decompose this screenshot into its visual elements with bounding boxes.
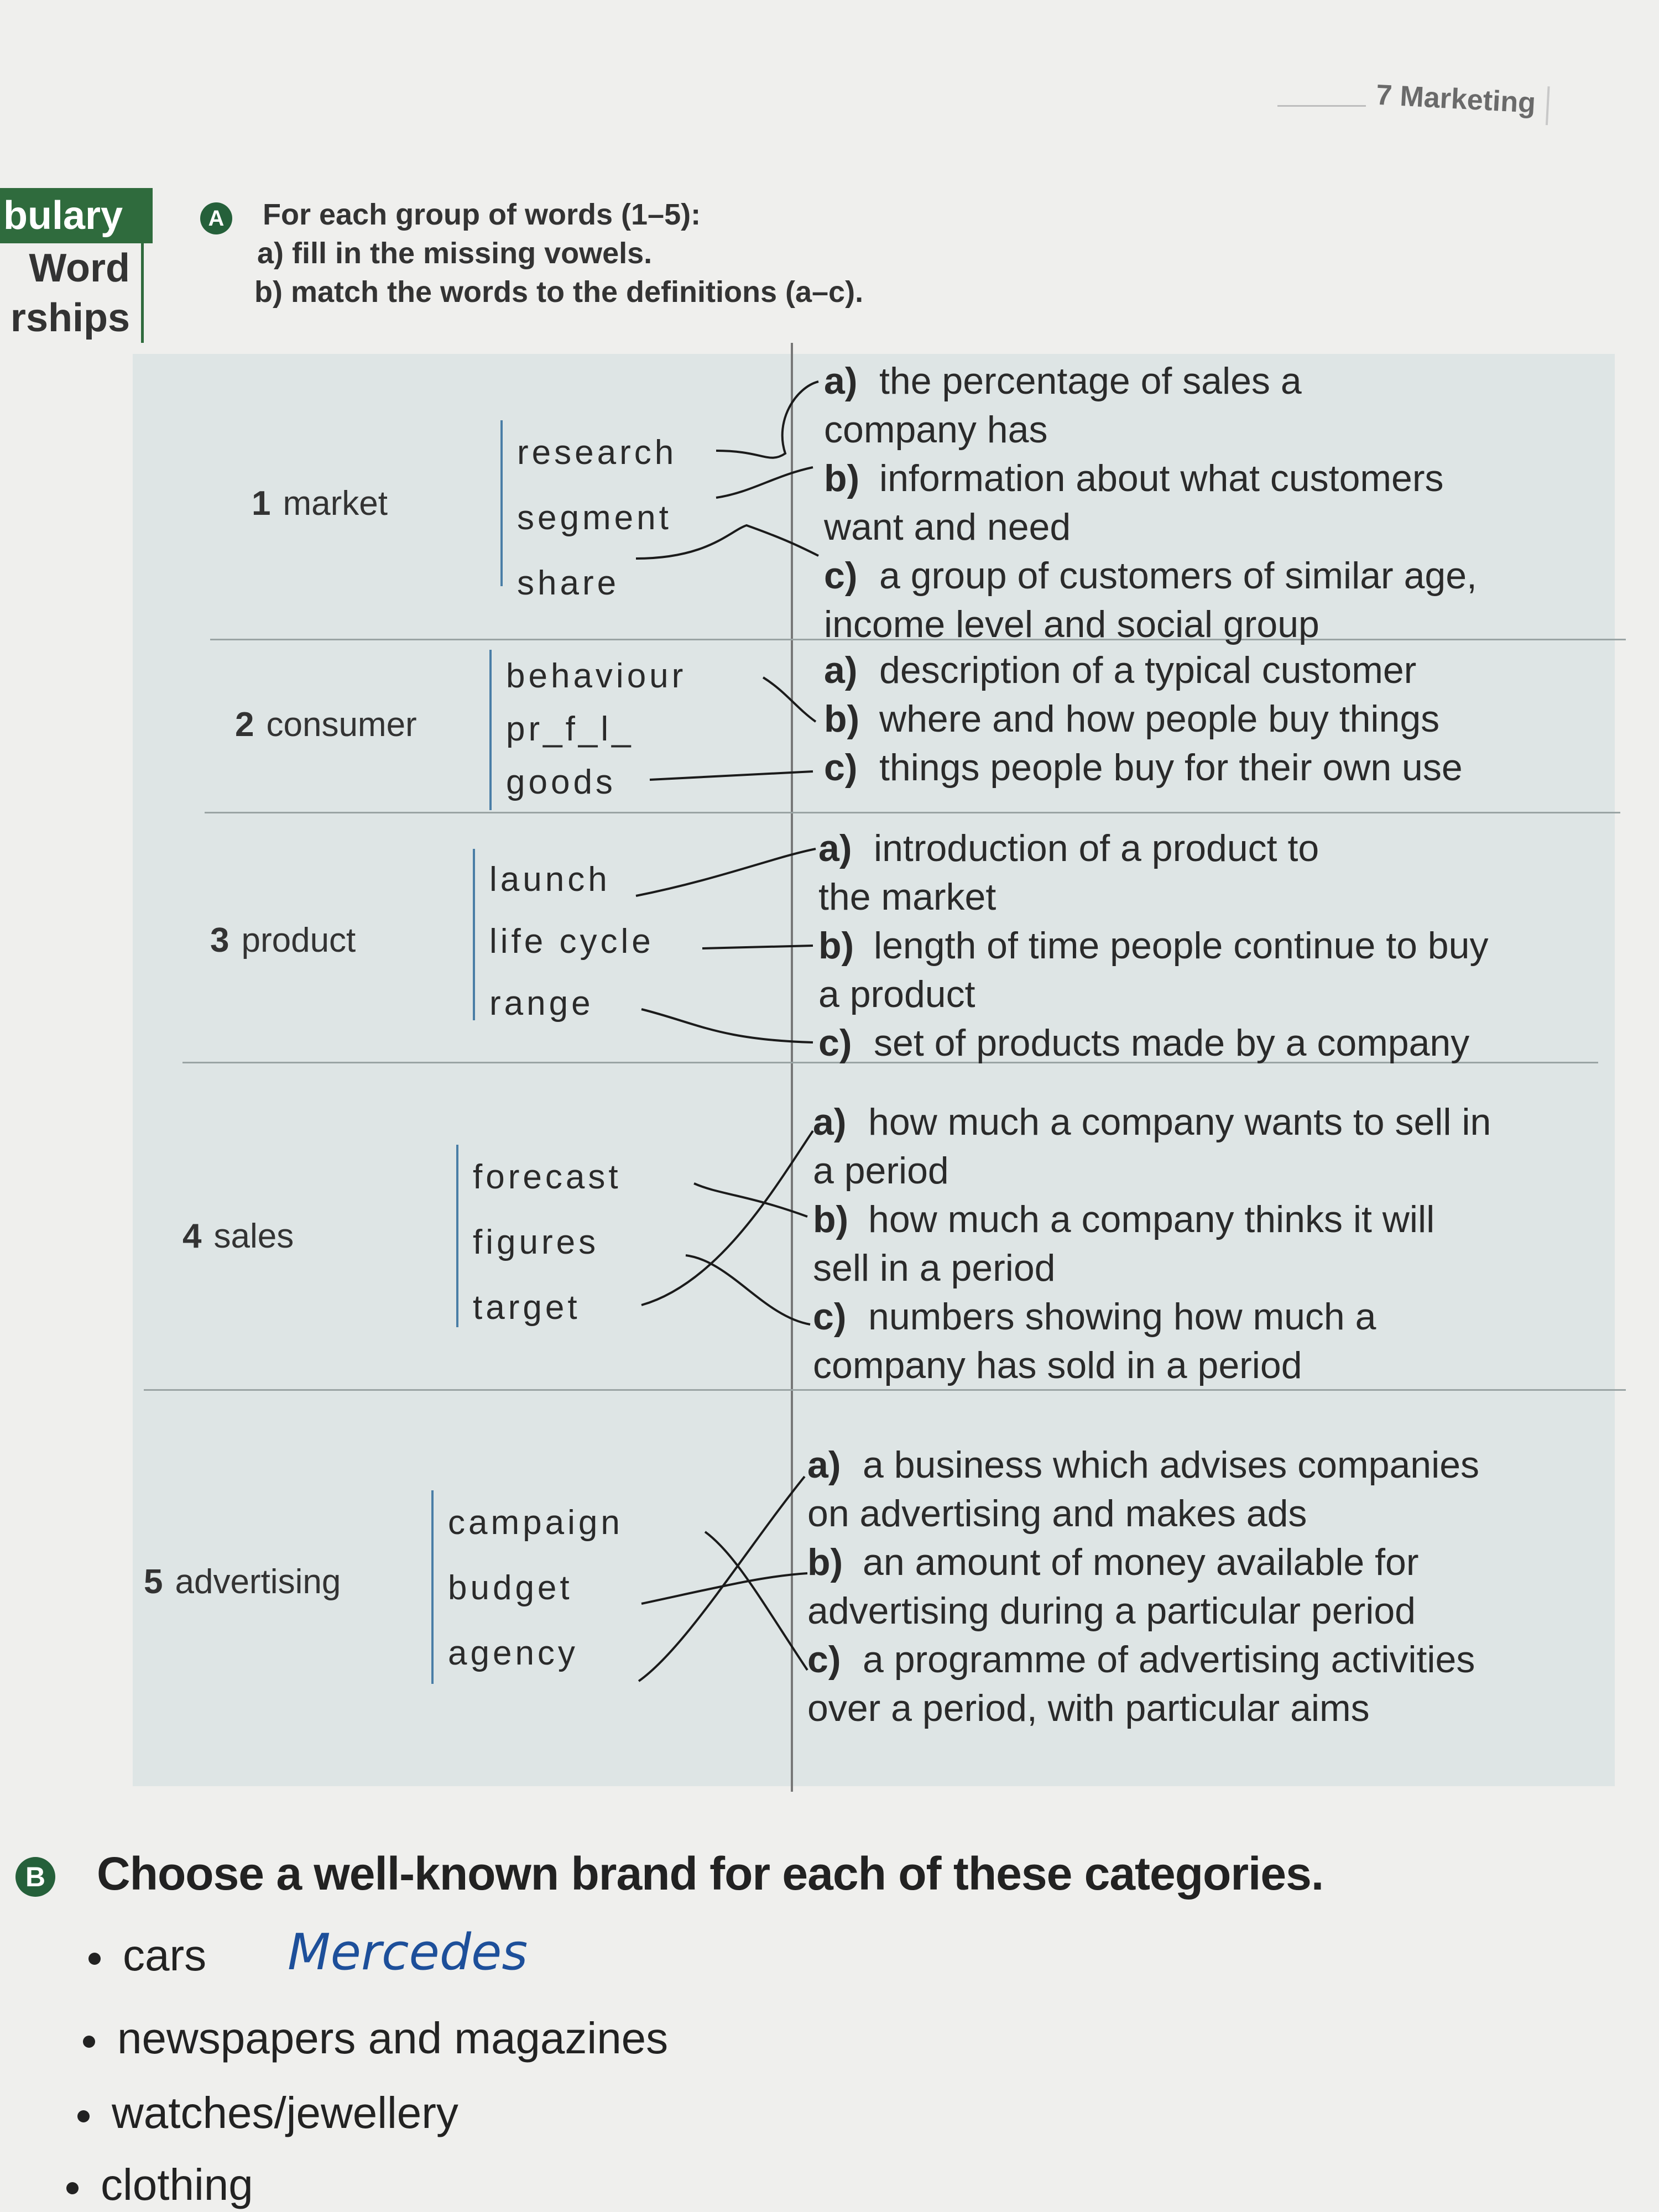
match-line [636,849,816,896]
definition-cont: sell in a period [813,1247,1056,1289]
exercise-a-sub-a: a) fill in the missing vowels. [257,237,653,270]
category-item: cars [88,1930,206,1981]
exercise-a-instruction: For each group of words (1–5): [263,198,701,231]
definition: c) set of products made by a company [818,1022,1470,1064]
definition-cont: over a period, with particular aims [807,1687,1370,1729]
match-line [716,382,818,458]
word-item: forecast [473,1158,622,1196]
exercise-b-badge: B [15,1857,55,1897]
running-head: 7 Marketing [1375,77,1550,125]
word-item: target [473,1288,581,1327]
match-line [650,771,813,780]
category-item: clothing [66,2159,253,2210]
exercise-a-sub-b: b) match the words to the definitions (a–c). [254,275,864,309]
match-line [705,1532,807,1670]
match-line [702,946,813,948]
definition: a) the percentage of sales a [824,360,1302,402]
match-line [694,1183,807,1217]
match-line [686,1255,810,1324]
definition: b) where and how people buy things [824,698,1440,740]
definition: a) description of a typical customer [824,649,1417,691]
word-item: life cycle [489,922,654,961]
category-item: newspapers and magazines [83,2013,668,2064]
word-item: campaign [448,1504,623,1542]
definition-cont: advertising during a particular period [807,1590,1416,1632]
match-line [636,525,818,559]
tab-line-3: rships [0,293,144,343]
group-4-label: 4 sales [182,1217,294,1255]
match-line [763,677,816,722]
definition: b) how much a company thinks it will [813,1198,1435,1240]
match-line [641,1009,813,1042]
definition: c) numbers showing how much a [813,1296,1376,1338]
word-item: goods [506,763,616,801]
definition: b) information about what customers [824,457,1444,499]
match-line [639,1477,805,1681]
definition-cont: a product [818,973,975,1015]
tab-line-2: Word [0,243,144,293]
match-line [641,1573,807,1604]
word-item: research [517,434,677,472]
exercise-a-badge: A [200,202,232,234]
match-line [641,1131,813,1305]
word-item: figures [473,1223,599,1261]
word-item: share [517,564,620,602]
word-item: launch [489,860,611,899]
definition-cont: want and need [824,506,1071,548]
definition-cont: company has [824,409,1048,451]
definition: c) things people buy for their own use [824,747,1463,789]
definition-cont: income level and social group [824,603,1319,645]
definition: c) a programme of advertising activities [807,1639,1475,1681]
definition: b) length of time people continue to buy [818,925,1489,967]
group-1-label: 1 market [252,484,388,523]
word-item: segment [517,499,672,537]
word-item: agency [448,1634,578,1672]
definition: a) how much a company wants to sell in [813,1101,1491,1143]
category-item: watches/jewellery [77,2088,458,2138]
definition-cont: a period [813,1150,949,1192]
group-5-label: 5 advertising [144,1563,341,1601]
definition: c) a group of customers of similar age, [824,555,1477,597]
group-3-label: 3 product [210,921,356,959]
match-line [716,467,813,498]
exercise-b-title: Choose a well-known brand for each of these categories. [97,1848,1324,1900]
word-item: behaviour [506,657,687,695]
definition: b) an amount of money available for [807,1541,1419,1583]
definition-cont: the market [818,876,997,918]
word-item: pr_f_l_ [506,710,634,748]
word-item: range [489,984,594,1022]
definition: a) a business which advises companies [807,1444,1480,1486]
answer-handwritten: Mercedes [288,1923,528,1981]
word-item: budget [448,1569,573,1607]
group-2-label: 2 consumer [235,706,417,744]
definition: a) introduction of a product to [818,827,1319,869]
tab-line-1: bulary [0,188,153,243]
definition-cont: company has sold in a period [813,1344,1302,1386]
definition-cont: on advertising and makes ads [807,1493,1307,1535]
